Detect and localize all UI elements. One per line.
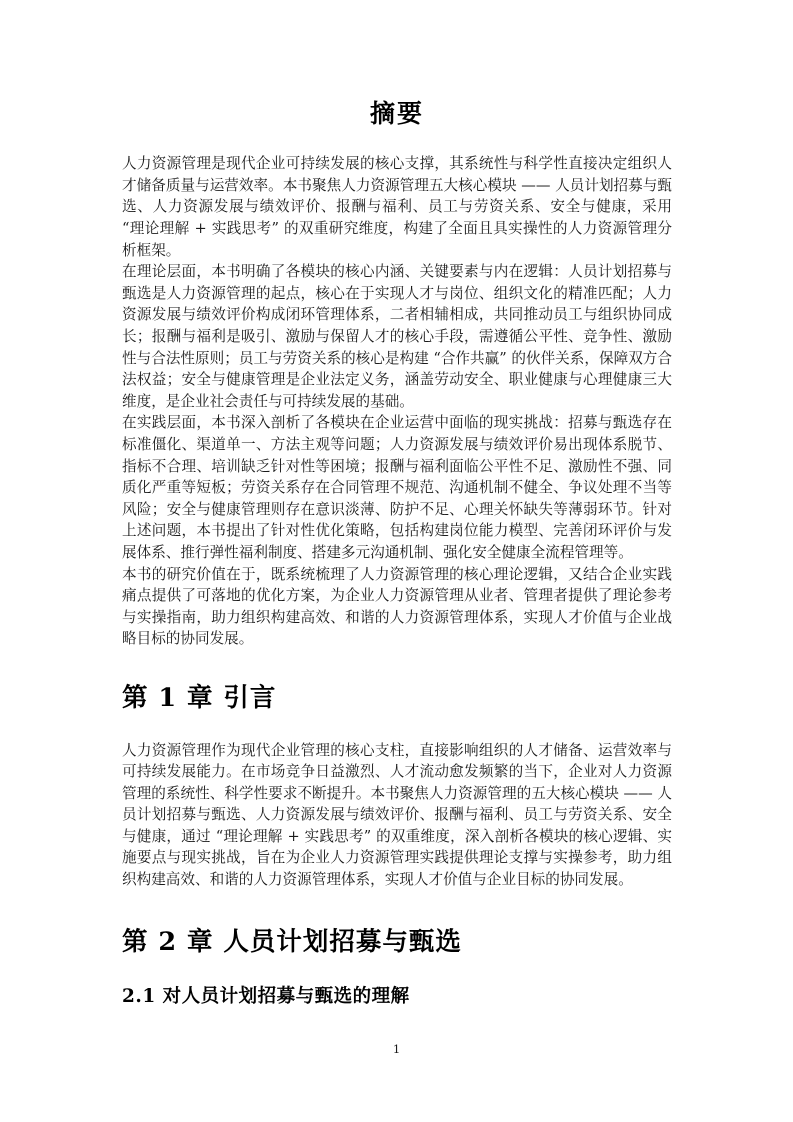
- abstract-paragraph-4: 本书的研究价值在于，既系统梳理了人力资源管理的核心理论逻辑，又结合企业实践痛点提供了可落地的优化方案，为企业人力资源管理从业者、管理者提供了理论参考与实操指南，助力组织构建高效、和谐的人力资源管理体系，实现人才价值与企业战略目标的协同发展。: [122, 565, 672, 648]
- chapter-1-heading: 第 1 章 引言: [122, 682, 277, 713]
- page-number: 1: [392, 1042, 401, 1056]
- chapter-2-heading: 第 2 章 人员计划招募与甄选: [122, 926, 462, 957]
- abstract-paragraph-2: 在理论层面，本书明确了各模块的核心内涵、关键要素与内在逻辑：人员计划招募与甄选是人力资源管理的起点，核心在于实现人才与岗位、组织文化的精准匹配；人力资源发展与绩效评价构成闭环管理体系，二者相辅相成，共同推动员工与组织协同成长；报酬与福利是吸引、激励与保留人才的核心手段，需遵循公平性、竞争性、激励性与合法性原则；员工与劳资关系的核心是构建 “合作共赢” 的伙伴关系，保障双方合法权益；安全与健康管理是企业法定义务，涵盖劳动安全、职业健康与心理健康三大维度，是企业社会责任与可持续发展的基础。: [122, 263, 672, 410]
- chapter-1-paragraph: 人力资源管理作为现代企业管理的核心支柱，直接影响组织的人才储备、运营效率与可持续发展能力。在市场竞争日益激烈、人才流动愈发频繁的当下，企业对人力资源管理的系统性、科学性要求不断提升。本书聚焦人力资源管理的五大核心模块 —— 人员计划招募与甄选、人力资源发展与绩效评价、报酬与福利、员工与劳资关系、安全与健康，通过 “理论理解 + 实践思考” 的双重维度，深入剖析各模块的核心逻辑、实施要点与现实挑战，旨在为企业人力资源管理实践提供理论支撑与实操参考，助力组织构建高效、和谐的人力资源管理体系，实现人才价值与企业目标的协同发展。: [122, 741, 672, 889]
- section-2-1-heading: 2.1 对人员计划招募与甄选的理解: [122, 986, 410, 1008]
- abstract-body: [122, 153, 672, 650]
- abstract-paragraph-1: 人力资源管理是现代企业可持续发展的核心支撑，其系统性与科学性直接决定组织人才储备质量与运营效率。本书聚焦人力资源管理五大核心模块 —— 人员计划招募与甄选、人力资源发展与绩效评价、报酬与福利、员工与劳资关系、安全与健康，采用 “理论理解 + 实践思考” 的双重研究维度，构建了全面且具实操性的人力资源管理分析框架。: [122, 155, 672, 259]
- abstract-title: 摘要: [369, 99, 424, 128]
- page-content: [122, 0, 672, 1008]
- abstract-paragraph-3: 在实践层面，本书深入剖析了各模块在企业运营中面临的现实挑战：招募与甄选存在标准僵化、渠道单一、方法主观等问题；人力资源发展与绩效评价易出现体系脱节、指标不合理、培训缺乏针对性等困境；报酬与福利面临公平性不足、激励性不强、同质化严重等短板；劳资关系存在合同管理不规范、沟通机制不健全、争议处理不当等风险；安全与健康管理则存在意识淡薄、防护不足、心理关怀缺失等薄弱环节。针对上述问题，本书提出了针对性优化策略，包括构建岗位能力模型、完善闭环评价与发展体系、推行弹性福利制度、搭建多元沟通机制、强化安全健康全流程管理等。: [122, 414, 672, 561]
